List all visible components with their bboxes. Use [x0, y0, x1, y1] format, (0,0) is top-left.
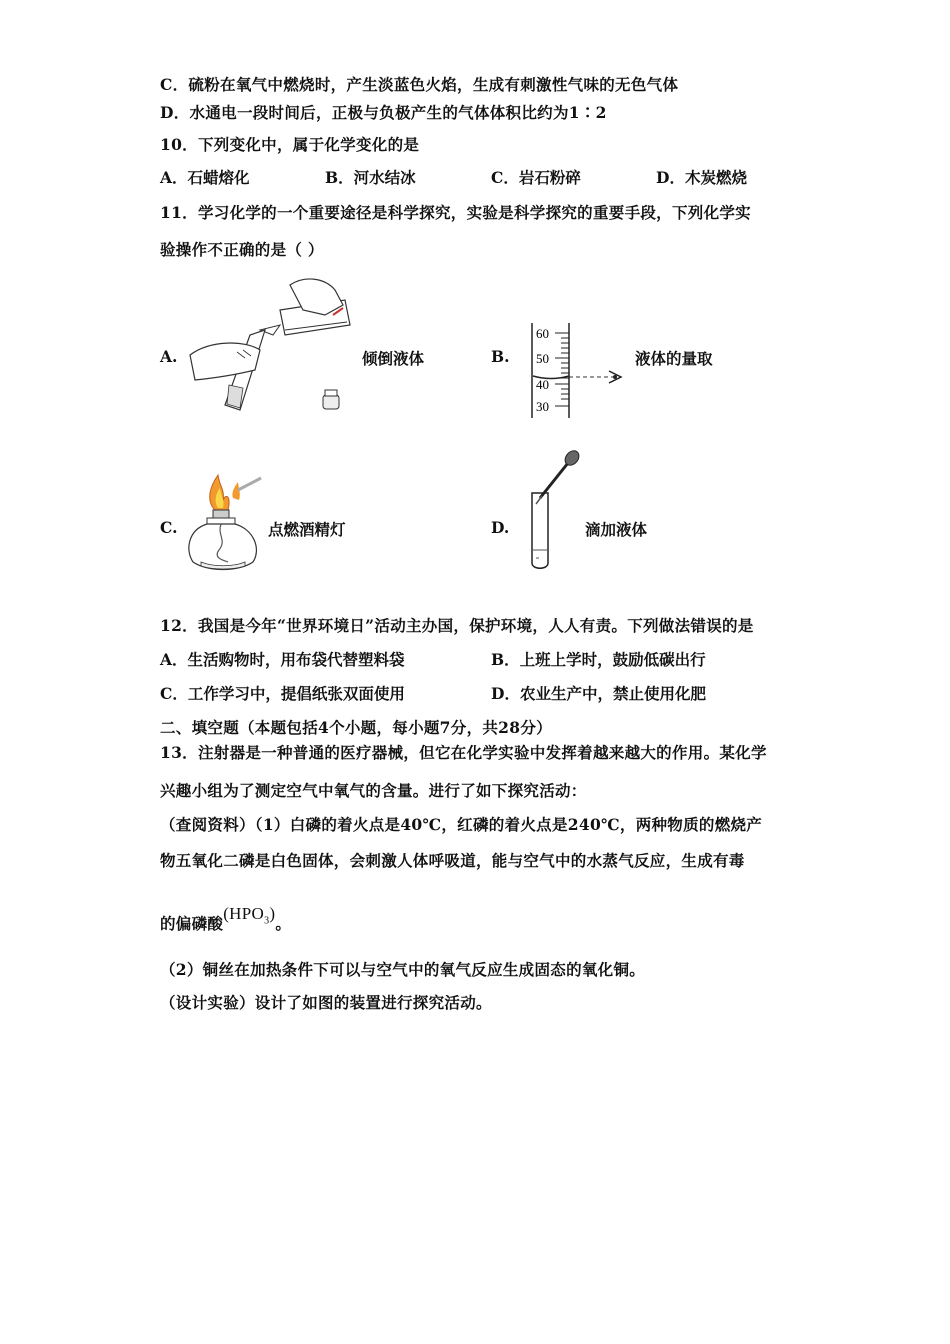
q10-option-a: A．石蜡熔化	[160, 168, 250, 187]
alcohol-lamp-illustration	[183, 470, 268, 578]
q11-figure-b-caption: 液体的量取	[635, 349, 713, 368]
q12-stem: 12．我国是今年“世界环境日”活动主办国，保护环境，人人有责。下列做法错误的是	[160, 616, 754, 635]
graduated-cylinder-illustration	[525, 318, 635, 420]
cylinder-tick-50: 50	[536, 351, 549, 366]
q13-line7: （设计实验）设计了如图的装置进行探究活动。	[160, 993, 492, 1012]
q11-figure-a-caption: 倾倒液体	[362, 349, 425, 368]
cylinder-tick-30: 30	[536, 399, 549, 414]
cylinder-tick-40: 40	[536, 377, 549, 392]
q13-line6: （2）铜丝在加热条件下可以与空气中的氧气反应生成固态的氧化铜。	[160, 960, 646, 979]
q12-option-d: D．农业生产中，禁止使用化肥	[491, 684, 706, 703]
q9-option-d: D．水通电一段时间后，正极与负极产生的气体体积比约为1∶2	[160, 103, 607, 122]
cylinder-tick-60: 60	[536, 326, 549, 341]
q10-option-b: B．河水结冰	[325, 168, 416, 187]
q13-line5-prefix: 的偏磷酸	[160, 914, 224, 933]
q13-line5-suffix: 。	[275, 914, 292, 933]
dropper-test-tube-illustration	[522, 448, 582, 573]
q13-line4: 物五氧化二磷是白色固体，会刺激人体呼吸道，能与空气中的水蒸气反应，生成有毒	[160, 851, 745, 870]
q10-option-c: C．岩石粉碎	[491, 168, 581, 187]
section2-heading: 二、填空题（本题包括4个小题，每小题7分，共28分）	[160, 718, 552, 737]
hpo3-formula: $(HPO_3)$	[223, 904, 276, 927]
q12-option-a: A．生活购物时，用布袋代替塑料袋	[160, 650, 405, 669]
q13-line2: 兴趣小组为了测定空气中氧气的含量。进行了如下探究活动：	[160, 781, 587, 800]
q10-stem: 10．下列变化中，属于化学变化的是	[160, 135, 420, 154]
q11-figure-a-letter: A.	[160, 347, 178, 366]
q13-line3: （查阅资料）（1）白磷的着火点是40℃，红磷的着火点是240℃，两种物质的燃烧产	[160, 815, 763, 834]
q11-stem-line2: 验操作不正确的是（ ）	[160, 240, 324, 259]
q13-line5	[160, 904, 292, 936]
q12-option-b: B．上班上学时，鼓励低碳出行	[491, 650, 706, 669]
q11-figure-c-letter: C.	[160, 518, 178, 537]
q11-figure-b-letter: B.	[491, 347, 510, 366]
q9-option-c: C．硫粉在氧气中燃烧时，产生淡蓝色火焰，生成有刺激性气味的无色气体	[160, 75, 679, 94]
q11-figure-d-letter: D.	[491, 518, 510, 537]
q11-figure-c-caption: 点燃酒精灯	[268, 520, 346, 539]
pouring-liquid-illustration	[185, 270, 360, 420]
q11-stem-line1: 11．学习化学的一个重要途径是科学探究，实验是科学探究的重要手段，下列化学实	[160, 203, 751, 222]
q11-figure-d-caption: 滴加液体	[585, 520, 648, 539]
q10-option-d: D．木炭燃烧	[656, 168, 747, 187]
q12-option-c: C．工作学习中，提倡纸张双面使用	[160, 684, 405, 703]
q13-line1: 13．注射器是一种普通的医疗器械，但它在化学实验中发挥着越来越大的作用。某化学	[160, 743, 767, 762]
